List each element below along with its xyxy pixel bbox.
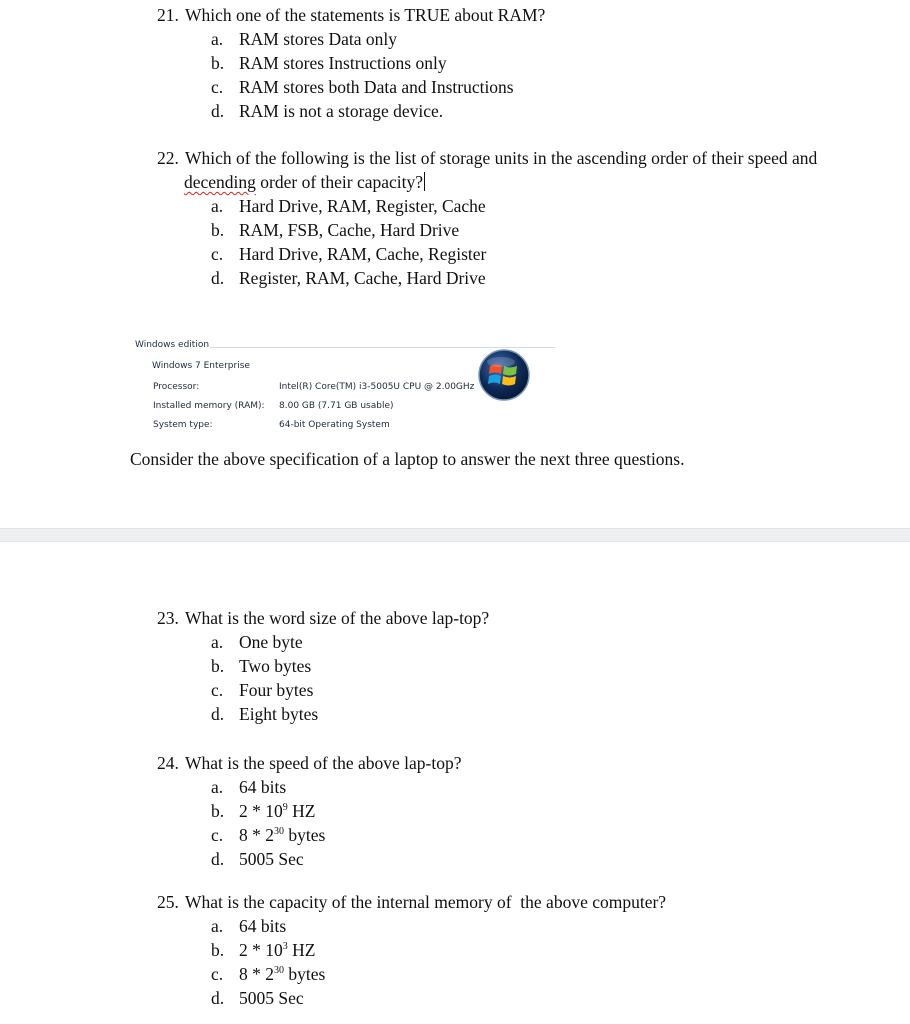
option-text [239, 962, 325, 986]
option-item [157, 938, 666, 962]
math-unit: HZ [287, 940, 316, 960]
option-text: Hard Drive, RAM, Register, Cache [239, 196, 486, 216]
math-base: 2 * 10 [239, 801, 283, 821]
question-text: What is the capacity of the internal memory of the above computer? [185, 892, 667, 912]
option-letter: a. [211, 777, 224, 797]
option-item [157, 242, 817, 266]
question-stem [157, 751, 462, 775]
question-22[interactable] [157, 146, 817, 290]
option-letter: b. [211, 220, 225, 240]
option-text: Two bytes [239, 656, 312, 676]
option-item [157, 678, 489, 702]
sysinfo-label: System type: [153, 420, 213, 430]
option-text: One byte [239, 632, 303, 652]
question-text: What is the word size of the above lap-top? [185, 608, 490, 628]
math-base: 8 * 2 [239, 825, 274, 845]
question-stem [157, 606, 489, 630]
option-text: RAM stores both Data and Instructions [239, 77, 514, 97]
option-text [239, 823, 325, 847]
option-item [157, 99, 545, 123]
option-item [157, 986, 666, 1010]
question-number: 25. [157, 892, 179, 912]
sysinfo-edition: Windows 7 Enterprise [152, 361, 250, 371]
document-page-2 [0, 542, 910, 1024]
option-letter: c. [211, 680, 224, 700]
question-text: Which one of the statements is TRUE about RAM? [185, 5, 546, 25]
math-exponent: 30 [274, 965, 284, 977]
option-item [157, 914, 666, 938]
option-list [157, 630, 489, 726]
option-text: RAM is not a storage device. [239, 101, 444, 121]
option-text: RAM, FSB, Cache, Hard Drive [239, 220, 460, 240]
text-cursor [424, 172, 425, 191]
question-text: Which of the following is the list of storage units in the ascending order of their speed and [185, 148, 818, 168]
sysinfo-value: 8.00 GB (7.71 GB usable) [279, 401, 394, 411]
option-letter: a. [211, 29, 224, 49]
sysinfo-heading: Windows edition [135, 340, 210, 350]
question-stem [157, 890, 666, 914]
option-item [157, 654, 489, 678]
option-text: Register, RAM, Cache, Hard Drive [239, 268, 486, 288]
option-letter: d. [211, 268, 225, 288]
option-letter: d. [211, 988, 225, 1008]
option-letter: a. [211, 916, 224, 936]
option-item [157, 266, 817, 290]
question-23 [157, 606, 489, 726]
option-letter: b. [211, 801, 225, 821]
option-item [157, 51, 545, 75]
option-letter: d. [211, 849, 225, 869]
option-letter: b. [211, 940, 225, 960]
option-letter: b. [211, 656, 225, 676]
option-text [239, 799, 315, 823]
option-item [157, 27, 545, 51]
option-text [239, 938, 315, 962]
windows-logo-icon [477, 348, 531, 402]
option-item [157, 194, 817, 218]
option-item [157, 630, 489, 654]
question-text: What is the speed of the above lap-top? [185, 753, 462, 773]
option-item [157, 775, 462, 799]
option-letter: d. [211, 101, 225, 121]
option-letter: c. [211, 825, 224, 845]
option-letter: b. [211, 53, 225, 73]
option-item [157, 702, 489, 726]
sysinfo-label: Processor: [153, 382, 200, 392]
math-exponent: 9 [282, 802, 288, 814]
option-letter: a. [211, 196, 224, 216]
math-exponent: 3 [282, 941, 288, 953]
question-number: 23. [157, 608, 179, 628]
option-item [157, 218, 817, 242]
math-unit: bytes [284, 964, 326, 984]
question-number: 21. [157, 5, 179, 25]
option-list [157, 194, 817, 290]
math-unit: HZ [287, 801, 316, 821]
option-item [157, 962, 666, 986]
instruction-text: Consider the above specification of a laptop to answer the next three questions. [130, 449, 685, 469]
option-letter: c. [211, 244, 224, 264]
question-stem [157, 3, 545, 27]
option-list [157, 775, 462, 871]
question-number: 22. [157, 148, 179, 168]
option-item [157, 823, 462, 847]
sysinfo-value: Intel(R) Core(TM) i3-5005U CPU @ 2.00GHz [279, 382, 475, 392]
question-text: order of their capacity? [255, 172, 424, 192]
option-text: RAM stores Data only [239, 29, 397, 49]
question-text-wrap[interactable] [157, 170, 817, 194]
option-item [157, 799, 462, 823]
question-number: 24. [157, 753, 179, 773]
option-list [157, 27, 545, 123]
option-text: 5005 Sec [239, 988, 304, 1008]
math-unit: bytes [284, 825, 326, 845]
math-base: 2 * 10 [239, 940, 283, 960]
option-text: 64 bits [239, 916, 287, 936]
option-item [157, 847, 462, 871]
option-letter: d. [211, 704, 225, 724]
option-letter: c. [211, 964, 224, 984]
option-letter: c. [211, 77, 224, 97]
option-text: 5005 Sec [239, 849, 304, 869]
option-text: Eight bytes [239, 704, 319, 724]
sysinfo-label: Installed memory (RAM): [153, 401, 265, 411]
option-list [157, 914, 666, 1010]
math-exponent: 30 [274, 826, 284, 838]
page-break [0, 528, 910, 542]
option-item [157, 75, 545, 99]
option-text: Four bytes [239, 680, 314, 700]
option-text: Hard Drive, RAM, Cache, Register [239, 244, 487, 264]
misspelled-word[interactable]: decending [184, 172, 256, 192]
question-25 [157, 890, 666, 1010]
question-21 [157, 3, 545, 123]
math-base: 8 * 2 [239, 964, 274, 984]
question-24 [157, 751, 462, 871]
question-stem[interactable] [157, 146, 817, 194]
option-text: 64 bits [239, 777, 287, 797]
option-text: RAM stores Instructions only [239, 53, 447, 73]
option-letter: a. [211, 632, 224, 652]
sysinfo-value: 64-bit Operating System [279, 420, 390, 430]
